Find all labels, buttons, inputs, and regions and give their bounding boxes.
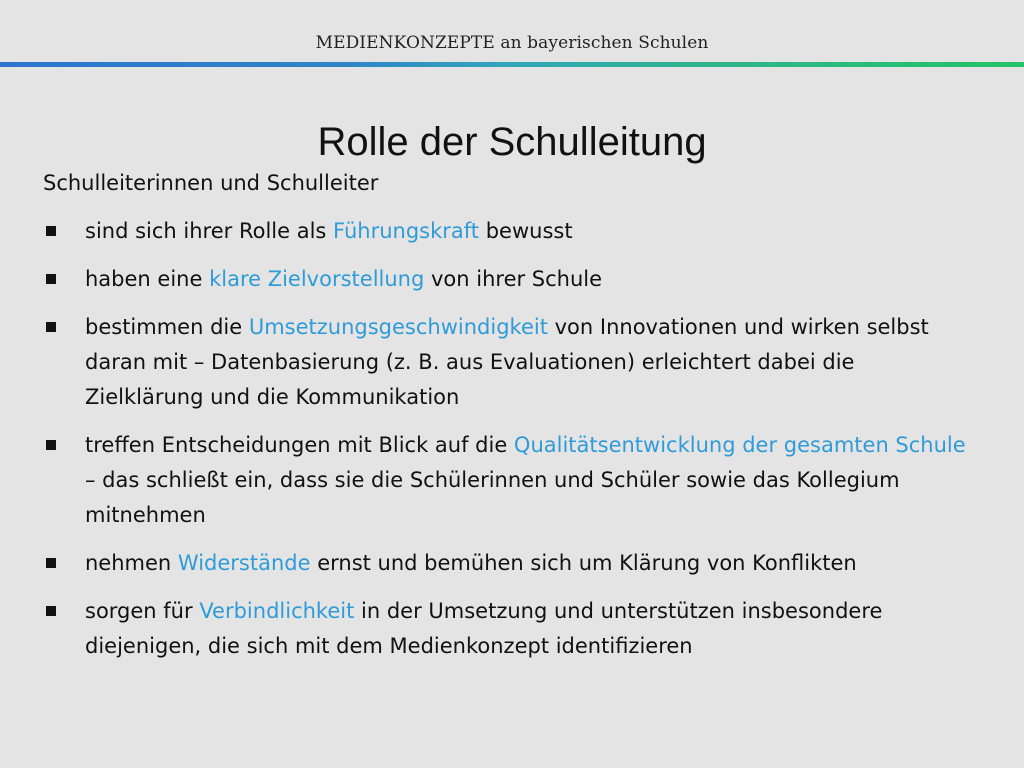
bullet-text-post: von Innovationen und wirken selbst daran mit – Datenbasierung (z. B. aus Evaluationen) erleichtert dabei die Zielklärung und die Kommunikation: [85, 315, 929, 409]
bullet-text-pre: haben eine: [85, 267, 210, 291]
bullet-highlight: Umsetzungsgeschwindigkeit: [248, 315, 548, 339]
bullet-text-pre: sind sich ihrer Rolle als: [85, 219, 334, 243]
slide-content: [43, 166, 973, 677]
bullet-item-widerstaende: [43, 546, 973, 581]
bullet-item-verbindlichkeit: [43, 594, 973, 664]
bullet-text-pre: treffen Entscheidungen mit Blick auf die: [85, 433, 514, 457]
square-bullet-icon: [46, 274, 56, 284]
bullet-item-fuehrungskraft: [43, 214, 973, 249]
header-gradient-rule: [0, 62, 1024, 67]
slide-title: Rolle der Schulleitung: [317, 119, 707, 164]
bullet-highlight: Widerstände: [177, 551, 311, 575]
bullet-highlight: Führungskraft: [333, 219, 480, 243]
bullet-text-post: – das schließt ein, dass sie die Schülerinnen und Schüler sowie das Kollegium mitnehmen: [85, 468, 900, 527]
square-bullet-icon: [46, 440, 56, 450]
bullet-text-pre: sorgen für: [85, 599, 200, 623]
bullet-text-post: von ihrer Schule: [424, 267, 603, 291]
bullet-text-post: ernst und bemühen sich um Klärung von Konflikten: [310, 551, 857, 575]
square-bullet-icon: [46, 558, 56, 568]
intro-text: Schulleiterinnen und Schulleiter: [43, 171, 379, 195]
square-bullet-icon: [46, 322, 56, 332]
square-bullet-icon: [46, 606, 56, 616]
bullet-text-pre: bestimmen die: [85, 315, 249, 339]
bullet-text-pre: nehmen: [85, 551, 178, 575]
bullet-highlight: Verbindlichkeit: [199, 599, 355, 623]
square-bullet-icon: [46, 226, 56, 236]
bullet-highlight: klare Zielvorstellung: [209, 267, 425, 291]
bullet-text-post: in der Umsetzung und unterstützen insbesondere diejenigen, die sich mit dem Medienkonzept identifizieren: [85, 599, 883, 658]
bullet-item-qualitaetsentwicklung: [43, 428, 973, 533]
bullet-highlight: Qualitätsentwicklung der gesamten Schule: [513, 433, 966, 457]
bullet-text-post: bewusst: [479, 219, 573, 243]
bullet-list: [43, 214, 973, 664]
bullet-item-zielvorstellung: [43, 262, 973, 297]
header-title: MEDIENKONZEPTE an bayerischen Schulen: [315, 33, 709, 53]
bullet-item-umsetzungsgeschwindigkeit: [43, 310, 973, 415]
